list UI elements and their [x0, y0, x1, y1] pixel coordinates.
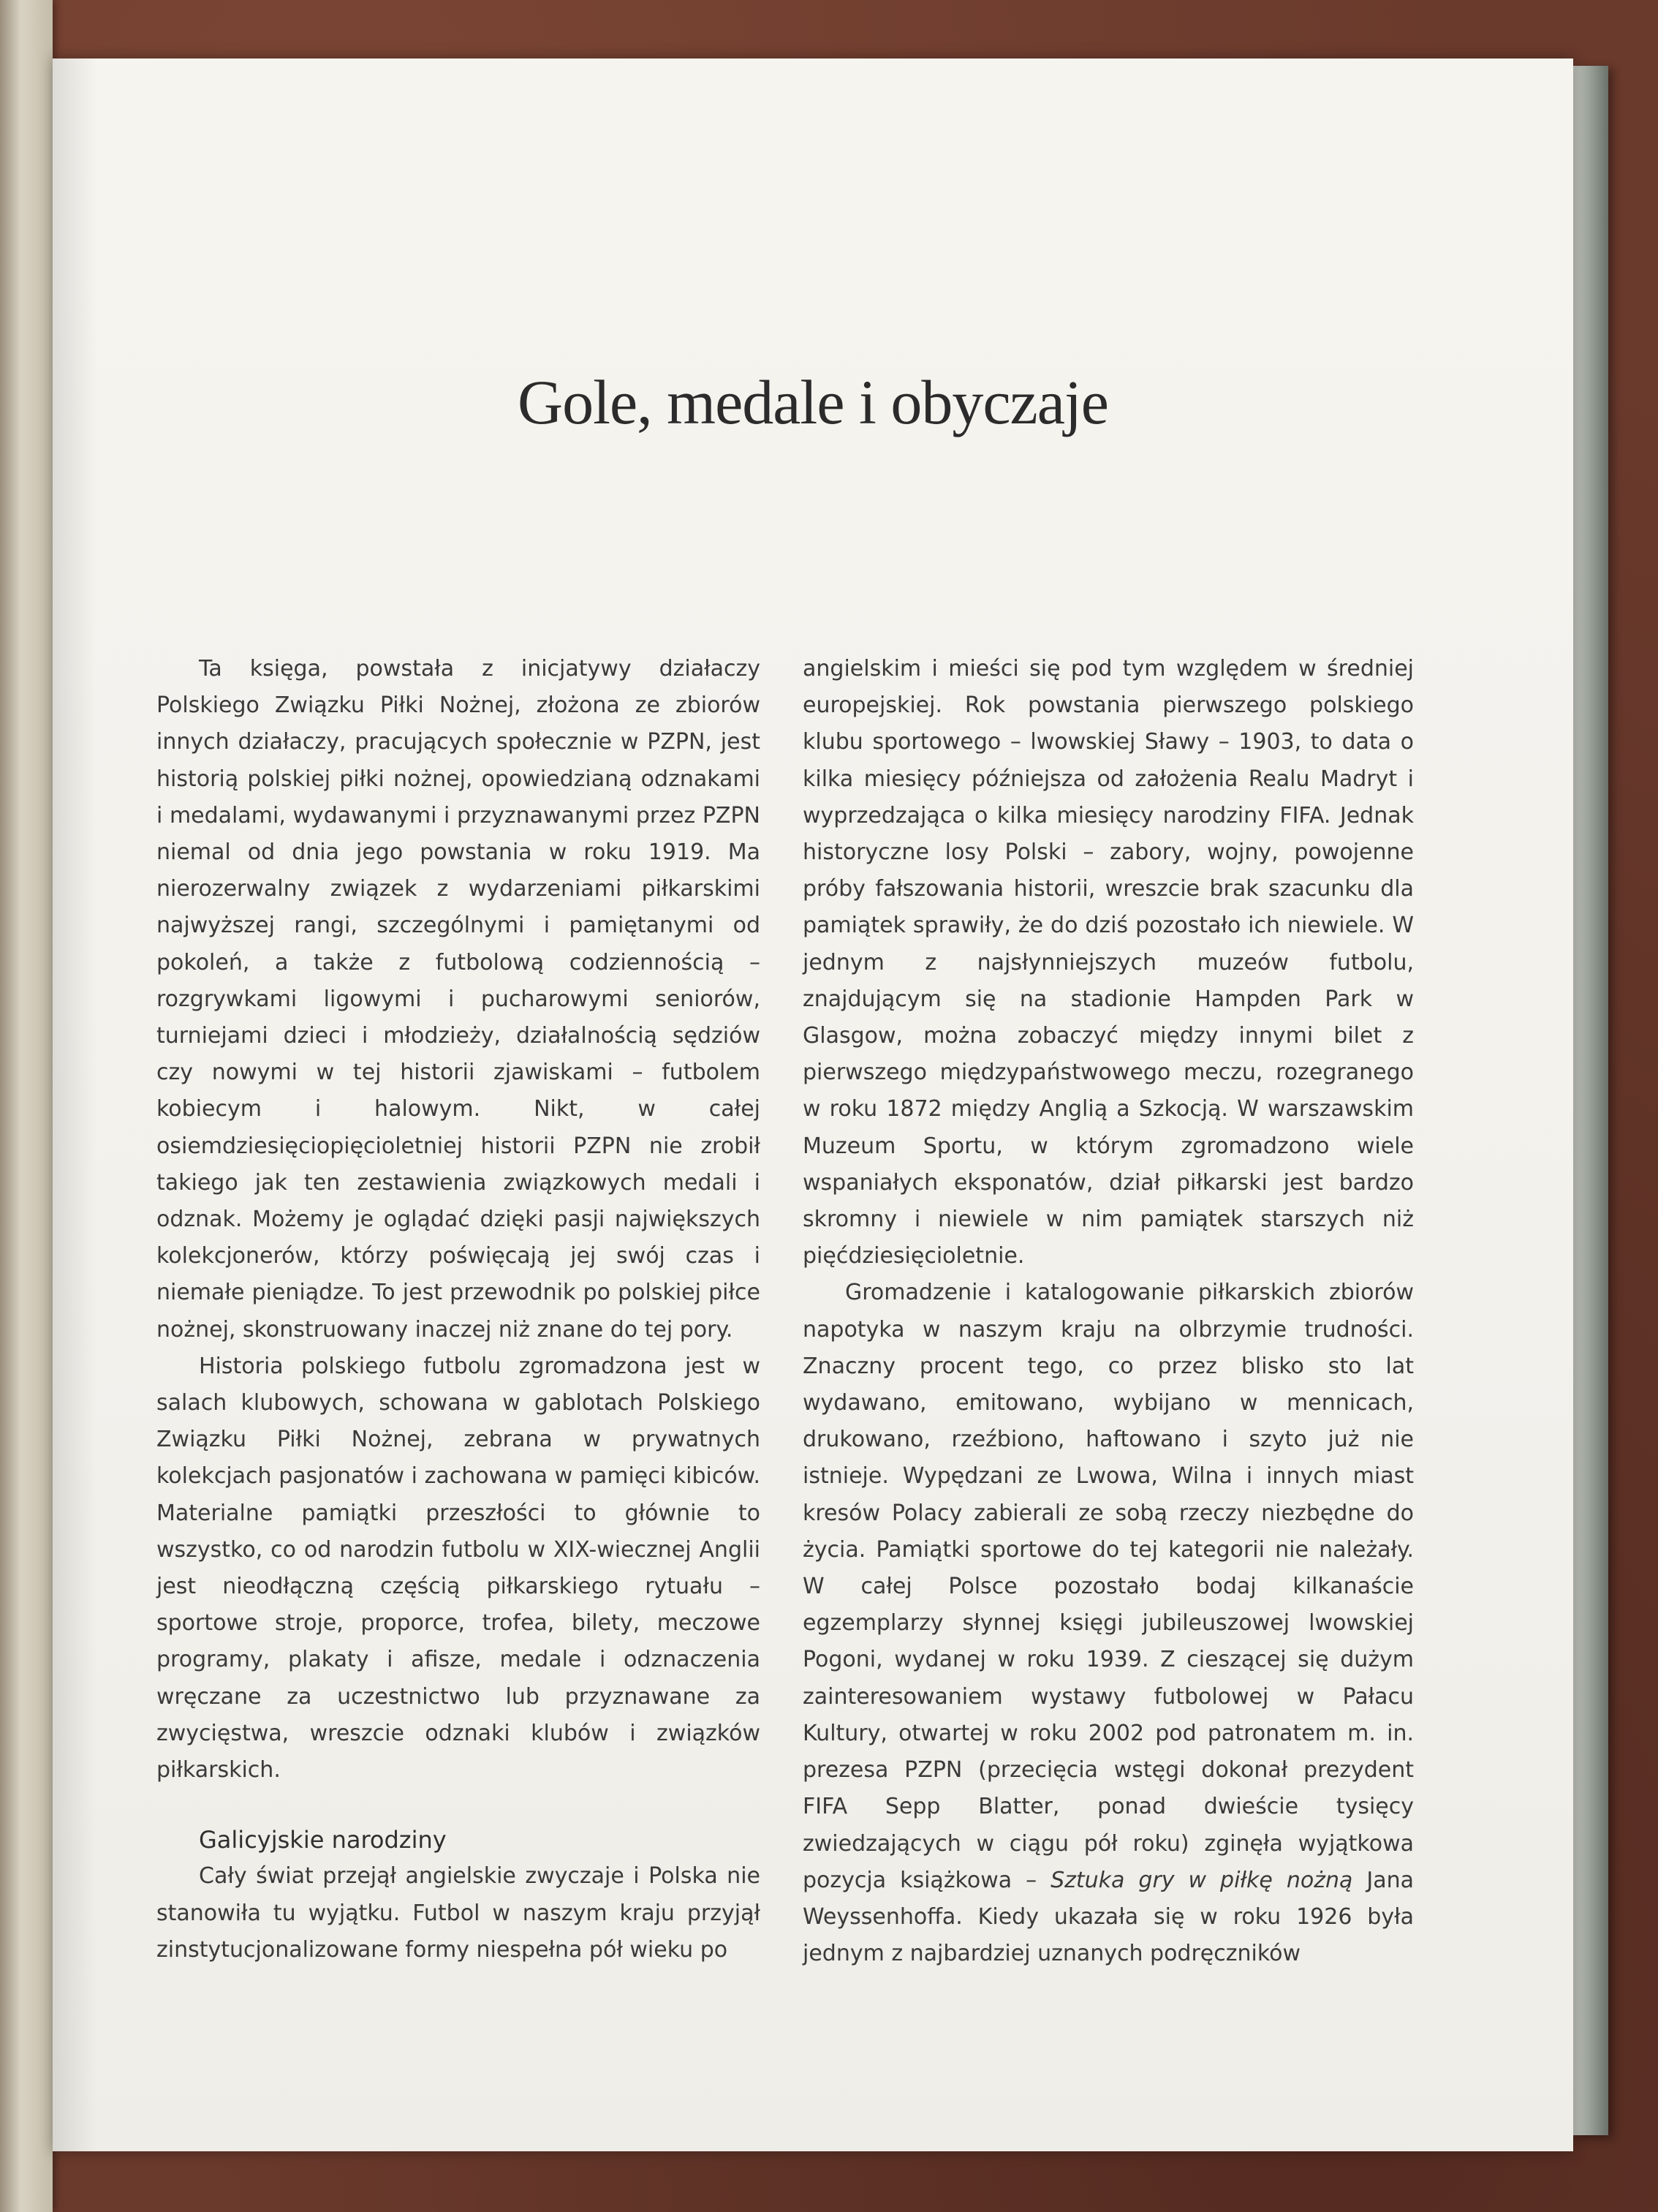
- book-left-edge: [0, 0, 53, 2212]
- left-paragraph-1: Ta księga, powstała z inicjatywy działaczy Polskiego Związku Piłki Nożnej, złożona ze zbiorów innych działaczy, pracujących społecznie w PZPN, jest historią polskiej piłki nożnej, opowiedzianą odznakami i medalami, wydawanymi i przyznawanymi przez PZPN niemal od dnia jego powstania w roku 1919. Ma nierozerwalny związek z wydarzeniami piłkarskimi najwyższej rangi, szczególnymi i pamiętanymi od pokoleń, a także z futbolową codziennością – rozgrywkami ligowymi i pucharowymi seniorów, turniejami dzieci i młodzieży, działalnością sędziów czy nowymi w tej historii zjawiskami – futbolem kobiecym i halowym. Nikt, w całej osiemdziesięciopięcioletniej historii PZPN nie zrobił takiego jak ten zestawienia związkowych medali i odznak. Możemy je oglądać dzięki pasji największych kolekcjonerów, którzy poświęcają jej swój czas i niemałe pieniądze. To jest przewodnik po polskiej piłce nożnej, skonstruowany inaczej niż znane do tej pory.: [156, 656, 760, 1343]
- book-right-edge: [1572, 66, 1608, 2135]
- left-paragraph-3: Cały świat przejął angielskie zwyczaje i Polska nie stanowiła tu wyjątku. Futbol w naszym kraju przyjął zinstytucjonalizowane formy niespełna pół wieku po: [156, 1863, 760, 1963]
- page-title: Gole, medale i obyczaje: [518, 367, 1108, 437]
- right-column: [803, 651, 1414, 1972]
- right-paragraph-2-text: Gromadzenie i katalogowanie piłkarskich zbiorów napotyka w naszym kraju na olbrzymie trudności. Znaczny procent tego, co przez blisko sto lat wydawano, emitowano, wybijano w mennicach, drukowano, rzeźbiono, haftowano i szyto już nie istnieje. Wypędzani ze Lwowa, Wilna i innych miast kresów Polacy zabierali ze sobą rzeczy niezbędne do życia. Pamiątki sportowe do tej kategorii nie należały. W całej Polsce pozostało bodaj kilkanaście egzemplarzy słynnej księgi jubileuszowej lwowskiej Pogoni, wydanej w roku 1939. Z cieszącej się dużym zainteresowaniem wystawy futbolowej w Pałacu Kultury, otwartej w roku 2002 pod patronatem m. in. prezesa PZPN (przecięcia wstęgi dokonał prezydent FIFA Sepp Blatter, ponad dwieście tysięcy zwiedzających w ciągu pół roku) zginęła wyjątkowa pozycja książkowa –: [803, 1280, 1414, 1893]
- book-page: [53, 58, 1573, 2151]
- right-paragraph-2: [803, 1275, 1414, 1972]
- book-title-italic: Sztuka gry w piłkę nożną: [1051, 1867, 1353, 1893]
- left-paragraph-2: Historia polskiego futbolu zgromadzona jest w salach klubowych, schowana w gablotach Polskiego Związku Piłki Nożnej, zebrana w prywatnych kolekcjach pasjonatów i zachowana w pamięci kibiców. Materialne pamiątki przeszłości to głównie to wszystko, co od narodzin futbolu w XIX-wiecznej Anglii jest nieodłączną częścią piłkarskiego rytuału – sportowe stroje, proporce, trofea, bilety, meczowe programy, plakaty i afisze, medale i odznaczenia wręczane za uczestnictwo lub przyznawane za zwycięstwa, wreszcie odznaki klubów i związków piłkarskich.: [156, 1353, 760, 1783]
- left-column: [156, 651, 760, 1968]
- right-paragraph-2-end: Jana Weyssenhoffa. Kiedy ukazała się w roku 1926 była jednym z najbardziej uznanych podręczników: [803, 1867, 1414, 1967]
- right-paragraph-1: angielskim i mieści się pod tym względem w średniej europejskiej. Rok powstania pierwszego polskiego klubu sportowego – lwowskiej Sławy – 1903, to data o kilka miesięcy późniejsza od założenia Realu Madryt i wyprzedzająca o kilka miesięcy narodziny FIFA. Jednak historyczne losy Polski – zabory, wojny, powojenne próby fałszowania historii, wreszcie brak szacunku dla pamiątek sprawiły, że do dziś pozostało ich niewiele. W jednym z najsłynniejszych muzeów futbolu, znajdującym się na stadionie Hampden Park w Glasgow, można zobaczyć między innymi bilet z pierwszego międzypaństwowego meczu, rozegranego w roku 1872 między Anglią a Szkocją. W warszawskim Muzeum Sportu, w którym zgromadzono wiele wspaniałych eksponatów, dział piłkarski jest bardzo skromny i niewiele w nim pamiątek starszych niż pięćdziesięcioletnie.: [803, 656, 1414, 1269]
- section-subheading: Galicyjskie narodziny: [199, 1826, 447, 1854]
